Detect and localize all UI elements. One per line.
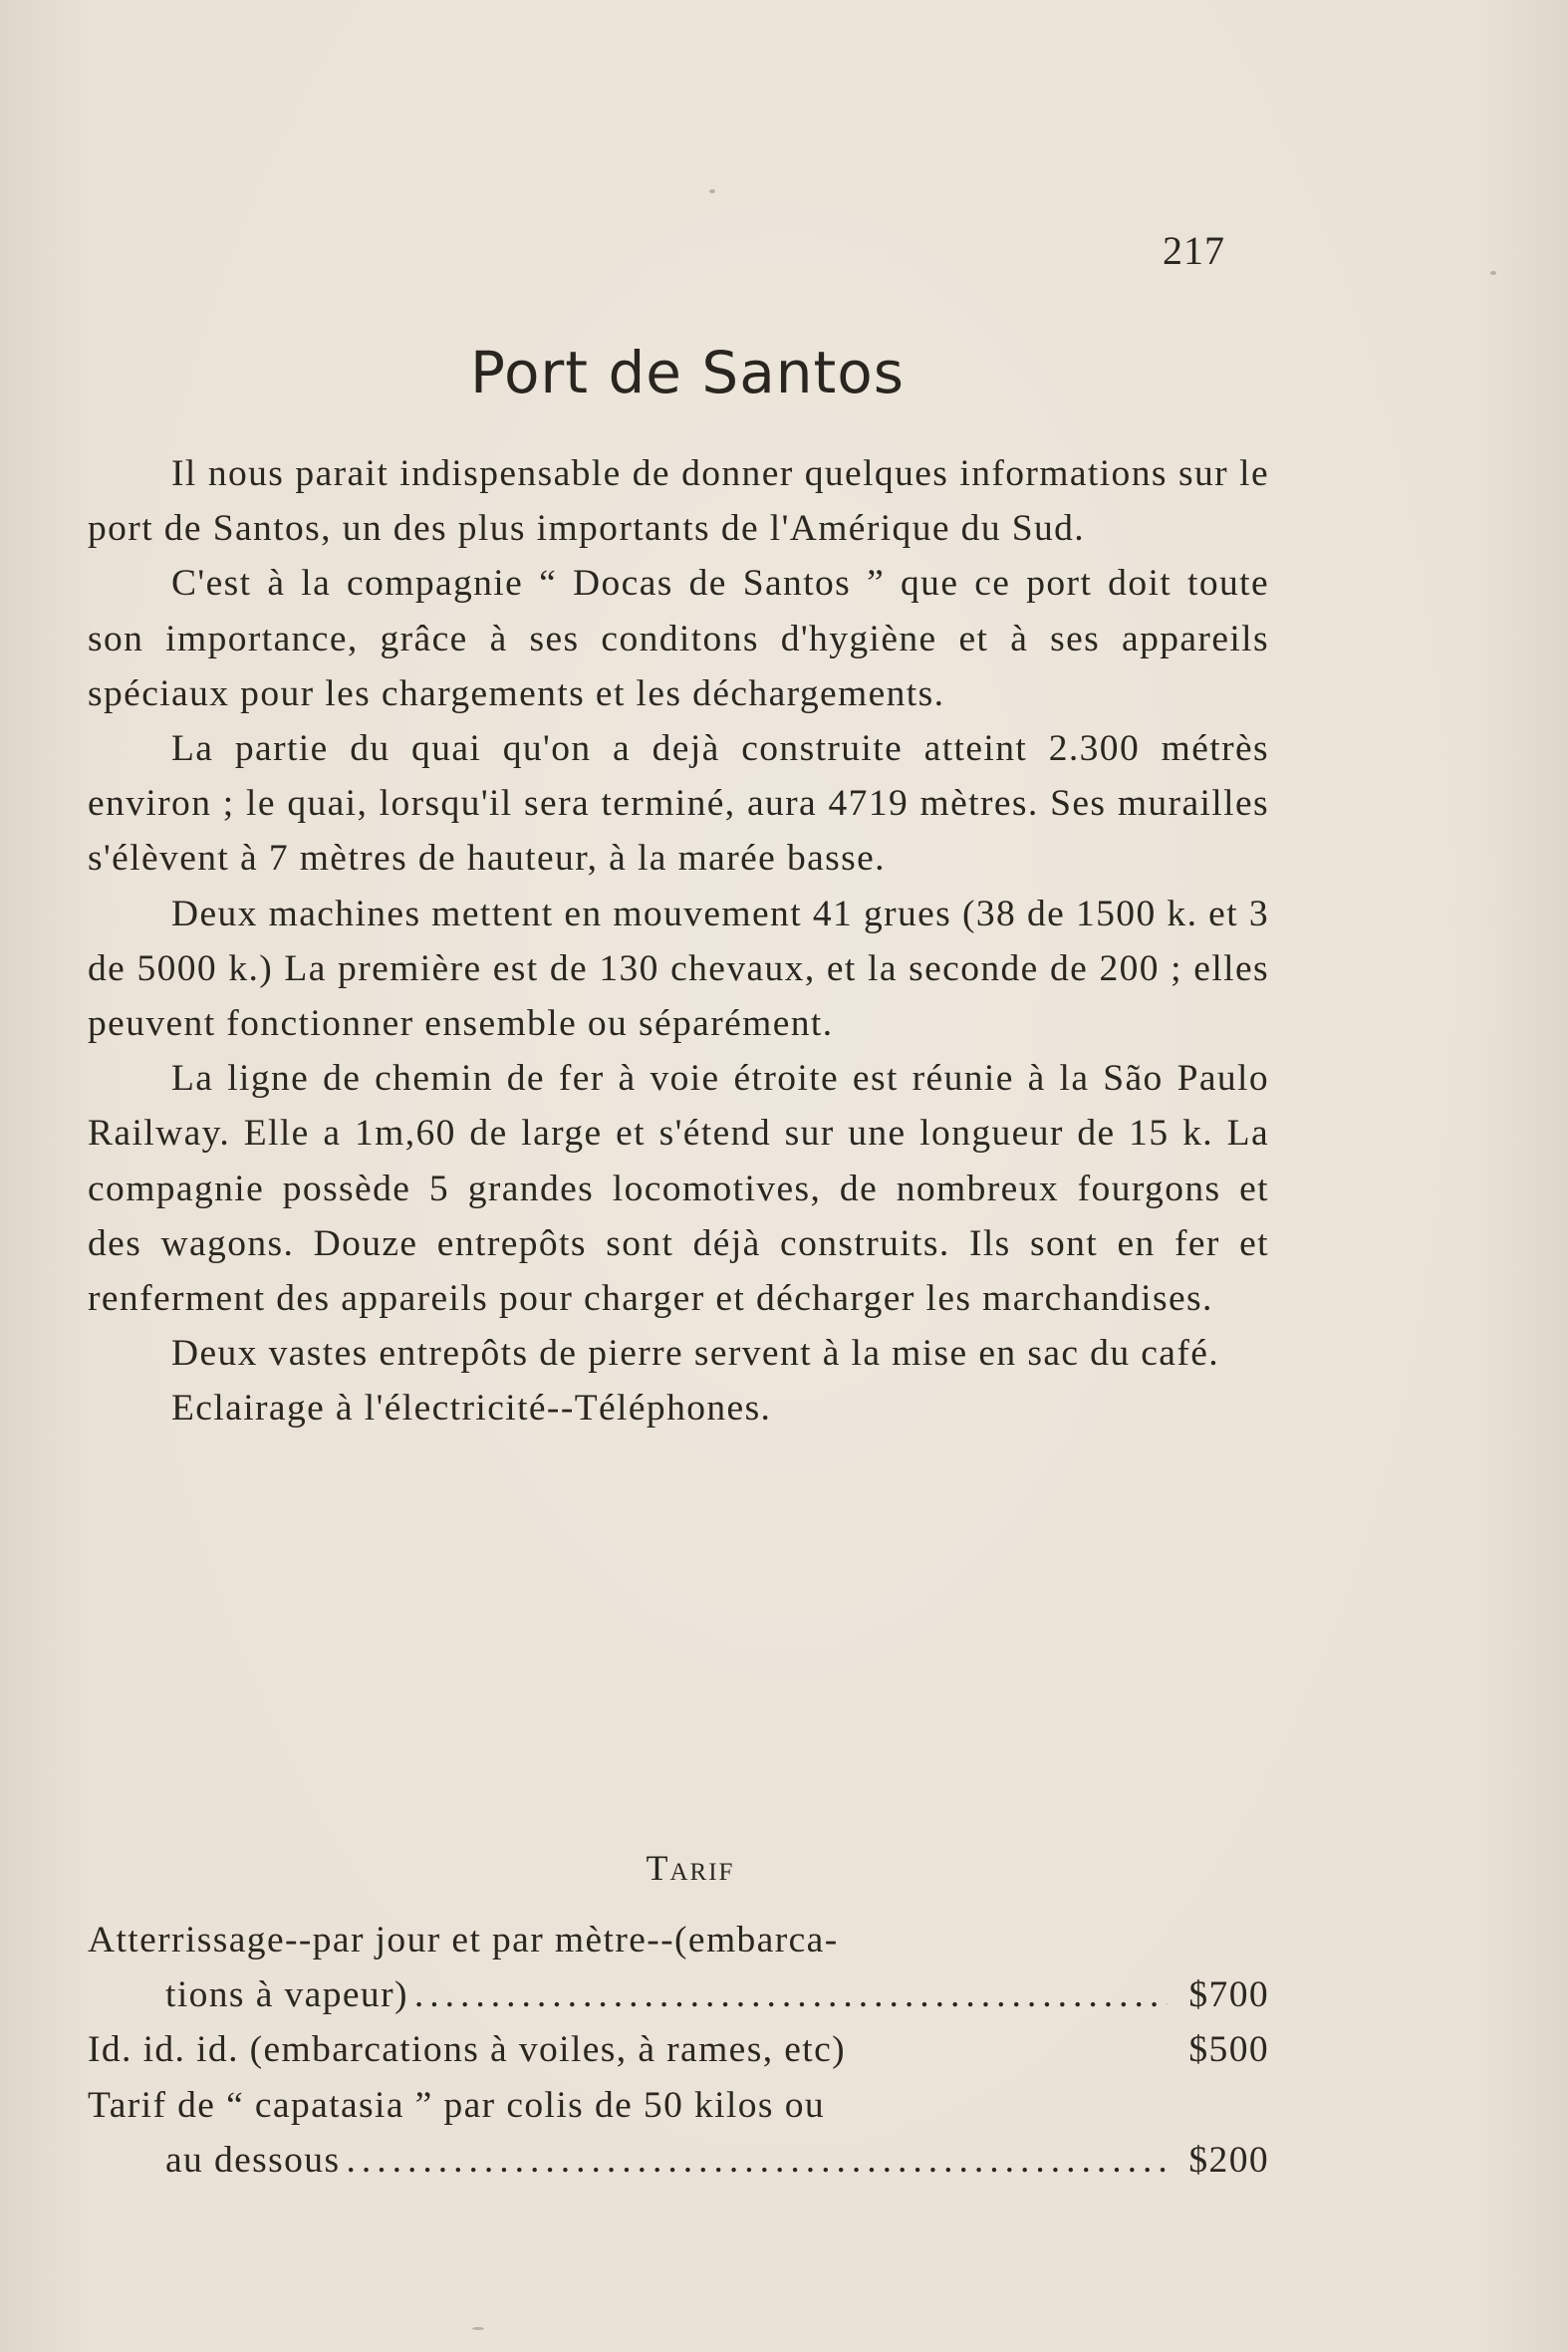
paragraph: La ligne de chemin de fer à voie étroite est réunie à la São Paulo Railway. Elle a 1m,60 de large et s'étend sur une longueur de 15 k. La compagnie possède 5 grandes locomotives, de nombreux fourgons et des wagons. Douze entrepôts sont déjà construits. Ils sont en fer et renferment des appareils pour charger et décharger les marchandises.	[88, 1058, 1269, 1320]
tarif-item-text: Id. id. id. (embarcations à voiles, à rames, etc)	[88, 2029, 847, 2071]
paragraph: La partie du quai qu'on a dejà construite atteint 2.300 métrès environ ; le quai, lorsqu'il sera terminé, aura 4719 mètres. Ses murailles s'élèvent à 7 mètres de hauteur, à la marée basse.	[88, 728, 1269, 880]
page-number: 217	[1163, 228, 1225, 273]
tarif-heading: Tarif	[646, 1848, 735, 1888]
tarif-item-text: Atterrissage--par jour et par mètre--(embarca-	[88, 1920, 839, 1960]
paper-speck	[472, 2327, 484, 2330]
body-text	[88, 446, 1269, 1437]
dot-leader	[346, 2133, 1168, 2188]
tarif-item	[88, 1913, 1269, 2022]
paragraph: Deux machines mettent en mouvement 41 grues (38 de 1500 k. et 3 de 5000 k.) La première est de 130 chevaux, et la seconde de 200 ; elles peuvent fonctionner ensemble ou séparément.	[88, 893, 1269, 1045]
tarif-item-text: Tarif de “ capatasia ” par colis de 50 kilos ou	[88, 2084, 825, 2126]
paragraph: Il nous parait indispensable de donner quelques informations sur le port de Santos, un des plus importants de l'Amérique du Sud.	[88, 453, 1269, 550]
tarif-price: $200	[1188, 2139, 1269, 2181]
tarif-price: $700	[1188, 1974, 1269, 2016]
paper-speck	[1490, 271, 1496, 275]
paragraph: C'est à la compagnie “ Docas de Santos ” que ce port doit toute son importance, grâce à ses conditons d'hygiène et à ses appareils spéciaux pour les chargements et les déchargements.	[88, 563, 1269, 714]
tarif-table	[88, 1913, 1269, 2188]
page-title: Port de Santos	[470, 339, 905, 406]
tarif-item	[88, 2022, 1269, 2077]
paragraph: Eclairage à l'électricité--Téléphones.	[171, 1388, 772, 1430]
paragraph: Deux vastes entrepôts de pierre servent à la mise en sac du café.	[171, 1333, 1220, 1375]
dot-leader	[414, 1967, 1168, 2022]
tarif-item	[88, 2078, 1269, 2188]
tarif-item-text: au dessous	[165, 2139, 341, 2181]
paper-speck	[709, 189, 715, 193]
tarif-price: $500	[1188, 2029, 1269, 2071]
tarif-item-text: tions à vapeur)	[165, 1974, 408, 2016]
